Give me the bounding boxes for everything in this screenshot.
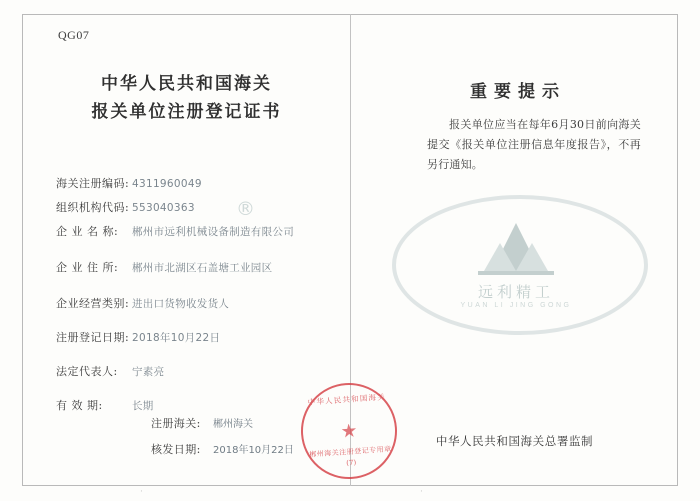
issuing-label: 注册海关: <box>151 417 201 430</box>
field-value: 长期 <box>132 400 154 412</box>
issuing-value: 2018年10月22日 <box>213 445 294 456</box>
issuing-label: 核发日期: <box>151 443 201 456</box>
field-label: 企 业 名 称: <box>56 225 119 238</box>
left-panel <box>23 15 392 485</box>
notice-paragraph: 报关单位应当在每年6月30日前向海关提交《报关单位注册信息年度报告》，不再另行通知。 <box>427 118 641 171</box>
issuer-line: 中华人民共和国海关总署监制 <box>435 434 594 448</box>
watermark-subtext: YUAN LI JING GONG <box>460 302 572 309</box>
field-value: 2018年10月22日 <box>132 332 221 344</box>
right-panel <box>351 15 678 485</box>
title-line-2: 报关单位注册登记证书 <box>91 102 282 122</box>
title-line-1: 中华人民共和国海关 <box>101 74 272 94</box>
seal-number: (7) <box>346 458 357 468</box>
field-value: 553040363 <box>132 202 195 214</box>
watermark-text: 远利精工 <box>477 283 554 301</box>
issuing-value: 郴州海关 <box>213 419 253 430</box>
field-label: 组织机构代码: <box>56 201 130 214</box>
field-row <box>56 175 346 193</box>
field-value: 郴州市远利机械设备制造有限公司 <box>132 226 294 238</box>
field-row <box>56 223 346 241</box>
page-artifact-dot-left: · <box>140 487 143 497</box>
field-list <box>56 175 346 421</box>
notice-body <box>427 115 641 175</box>
field-row <box>56 259 346 277</box>
certificate-title <box>23 70 350 126</box>
field-label: 法定代表人: <box>56 365 118 378</box>
seal-arc-text: 中华人民共和国海关 <box>307 392 387 407</box>
field-row <box>56 329 346 347</box>
official-seal-stamp <box>298 380 400 482</box>
field-label: 海关注册编码: <box>56 177 130 190</box>
field-label: 企 业 住 所: <box>56 261 119 274</box>
field-value: 4311960049 <box>132 178 202 190</box>
field-label: 注册登记日期: <box>56 331 130 344</box>
page-artifact-dot-right: · <box>420 487 423 497</box>
field-value: 宁素亮 <box>132 366 165 378</box>
field-row <box>56 199 346 217</box>
field-row <box>56 363 346 381</box>
seal-mid-text: 郴州海关注册登记专用章 <box>309 445 392 459</box>
seal-text-group <box>300 382 398 480</box>
field-label: 有 效 期: <box>56 399 103 412</box>
field-value: 郴州市北湖区石盖塘工业园区 <box>132 262 273 274</box>
notice-title: 重要提示 <box>470 82 566 102</box>
registered-mark: ® <box>236 198 255 220</box>
form-code: QG07 <box>58 28 90 42</box>
field-value: 进出口货物收发货人 <box>132 298 230 310</box>
field-label: 企业经营类别: <box>56 297 130 310</box>
field-row <box>56 295 346 313</box>
